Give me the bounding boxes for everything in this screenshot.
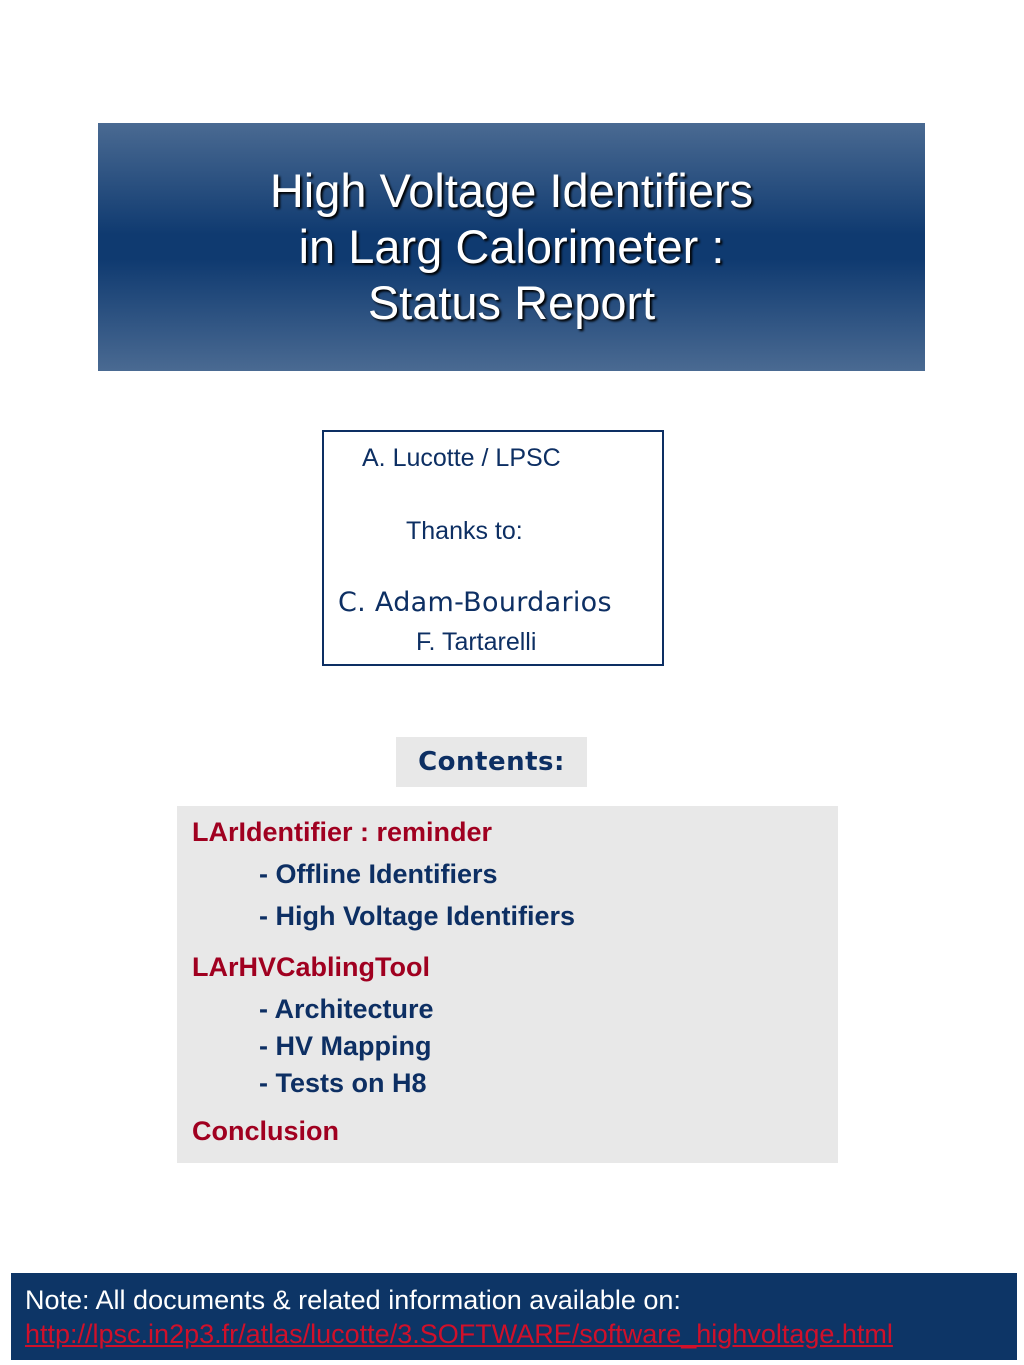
title-line-1: High Voltage Identifiers [269, 164, 754, 217]
author-name: A. Lucotte / LPSC [362, 444, 561, 472]
contents-sub-item: - Offline Identifiers [259, 859, 498, 889]
thanks-name: F. Tartarelli [416, 628, 537, 656]
contents-list [177, 806, 838, 1163]
contents-section-title: LArHVCablingTool [192, 952, 430, 982]
contents-heading: Contents: [396, 737, 587, 787]
contents-sub-item: - Tests on H8 [259, 1068, 427, 1098]
thanks-label: Thanks to: [406, 517, 523, 545]
footer-note-text: Note: All documents & related information available on: [25, 1285, 681, 1315]
contents-sub-item: - High Voltage Identifiers [259, 901, 576, 931]
footer-note [11, 1273, 1017, 1360]
title-banner [98, 123, 925, 371]
title-line-2: in Larg Calorimeter : [298, 220, 725, 273]
contents-section-title: LArIdentifier : reminder [192, 817, 493, 847]
thanks-name: C. Adam-Bourdarios [338, 587, 612, 618]
contents-sub-item: - Architecture [259, 994, 434, 1024]
contents-sub-item: - HV Mapping [259, 1031, 432, 1061]
contents-section-title: Conclusion [192, 1116, 339, 1146]
documents-link[interactable]: http://lpsc.in2p3.fr/atlas/lucotte/3.SOFTWARE/software_highvoltage.html [25, 1319, 893, 1349]
authors-box [322, 430, 664, 666]
title-line-3: Status Report [367, 276, 656, 329]
